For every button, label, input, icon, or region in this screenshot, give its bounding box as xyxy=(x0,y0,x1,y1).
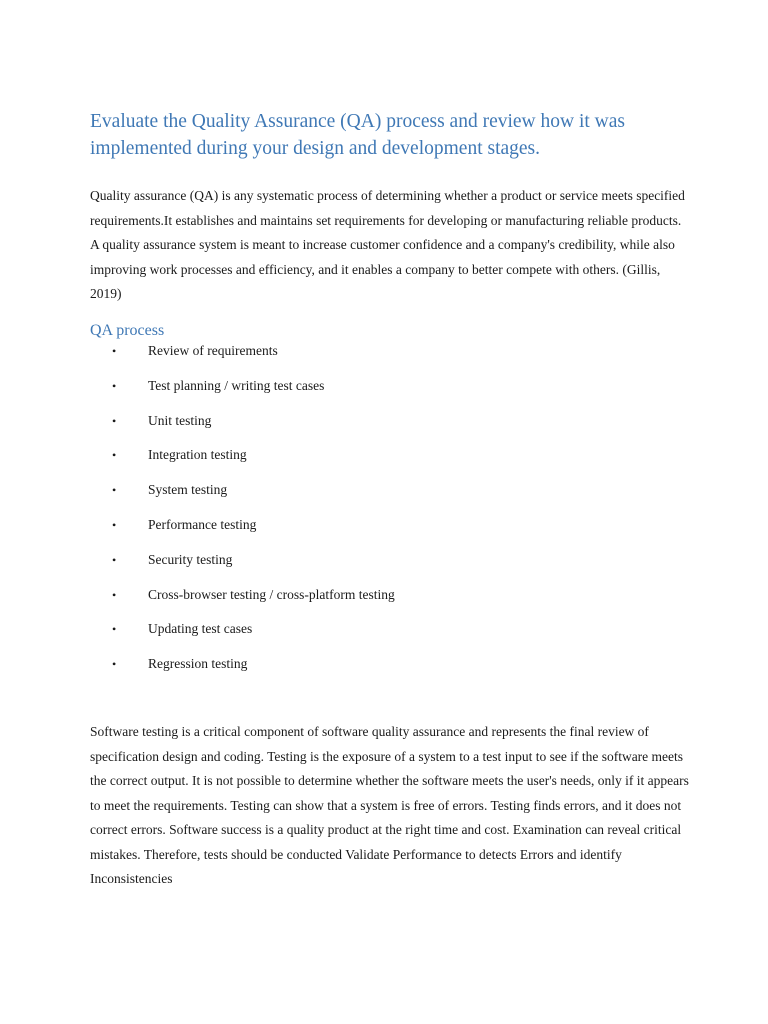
list-item-text: System testing xyxy=(148,482,228,498)
list-item-text: Regression testing xyxy=(148,656,248,672)
list-item-text: Review of requirements xyxy=(148,343,278,358)
bullet-icon: • xyxy=(112,587,117,602)
list-item-text: Security testing xyxy=(148,551,233,567)
bullet-icon: • xyxy=(112,344,117,358)
list-item-text: Integration testing xyxy=(148,447,247,463)
bullet-icon: • xyxy=(112,657,117,672)
document-heading: Evaluate the Quality Assurance (QA) process and review how it was implemented during your design and development stages. xyxy=(90,111,626,159)
qa-process-subheading: QA process xyxy=(90,322,165,339)
bullet-icon: • xyxy=(112,622,117,637)
list-item-text: Updating test cases xyxy=(148,621,253,637)
list-item-text: Unit testing xyxy=(148,412,212,428)
bullet-icon: • xyxy=(112,378,117,393)
bullet-icon: • xyxy=(112,483,117,498)
bullet-icon: • xyxy=(112,448,117,463)
bullet-icon: • xyxy=(112,552,117,567)
list-item-text: Performance testing xyxy=(148,516,257,532)
bullet-icon: • xyxy=(112,413,117,428)
bullet-icon: • xyxy=(112,517,117,532)
list-item-text: Test planning / writing test cases xyxy=(148,377,325,393)
closing-paragraph: Software testing is a critical component of software quality assurance and represents the final review of specification design and coding. Testing is the exposure of a system to a test input to see if the software meets the correct output. It is not possible to determine whether the software meets the user's needs, only if it appears to meet the requirements. Testing can show that a system is free of errors. Testing finds errors, and it does not correct errors. Software success is a quality product at the right time and cost. Examination can reveal critical mistakes. Therefore, tests should be conducted Validate Performance to detects Errors and identify Inconsistencies xyxy=(90,724,689,886)
intro-paragraph: Quality assurance (QA) is any systematic process of determining whether a product or service meets specified requirements.It establishes and maintains set requirements for developing or manufacturing reliable products. A quality assurance system is meant to increase customer confidence and a company's credibility, while also improving work processes and efficiency, and it enables a company to better compete with others. (Gillis, 2019) xyxy=(90,188,685,301)
list-item-text: Cross-browser testing / cross-platform testing xyxy=(148,586,395,602)
